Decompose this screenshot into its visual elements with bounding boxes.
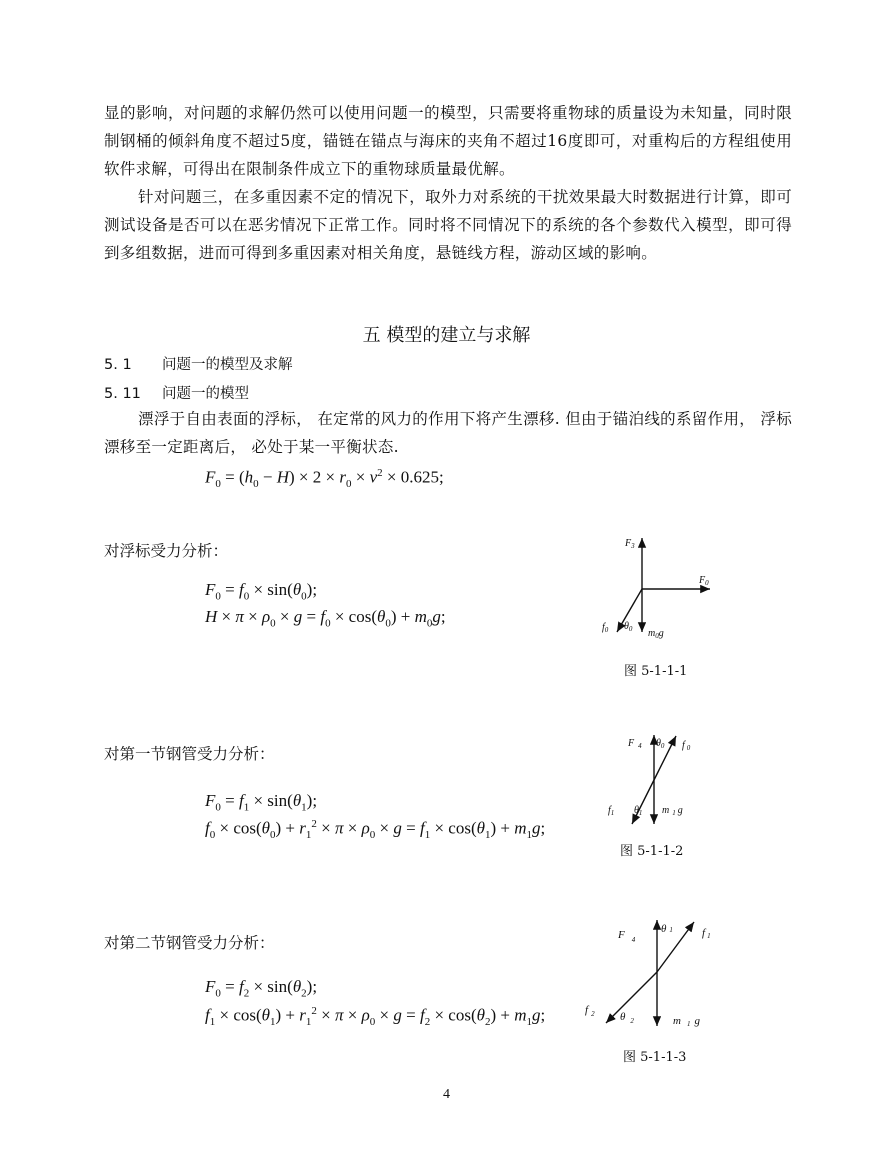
label-m1g: m 1 g xyxy=(673,1015,700,1028)
label-theta0: $\theta_0$ xyxy=(656,738,665,750)
subsection-number: 5. 11 xyxy=(104,386,141,402)
label-buoy-analysis: 对浮标受力分析： xyxy=(104,542,229,560)
paragraph-continuation: 显的影响，对问题的求解仍然可以使用问题一的模型，只需要将重物球的质量设为未知量，同时限制钢桶的倾斜角度不超过5度，锚链在锚点与海床的夹角不超过16度即可，对重构后的方程组使用软件求解，可得出在限制条件成立下的重物球质量最优解。 xyxy=(104,104,792,178)
figure-pipe1-forces xyxy=(600,730,710,834)
subsection-title: 问题一的模型 xyxy=(162,386,249,402)
label-pipe2-analysis: 对第二节钢管受力分析： xyxy=(104,934,275,952)
label-F4: F $_4$ xyxy=(628,738,642,750)
label-f1: f 1 xyxy=(702,927,711,940)
equation-wind-force: $F_0 = (h_0 - H) \times 2 \times r_0 \times v^2 \times 0.625$; xyxy=(205,467,444,491)
label-f0: $f_0$ xyxy=(602,622,609,634)
paragraph-problem-three: 针对问题三，在多重因素不定的情况下，取外力对系统的干扰效果最大时数据进行计算，即可测试设备是否可以在恶劣情况下正常工作。同时将不同情况下的系统的各个参数代入模型，即可得到多组数据，进而可得到多重因素对相关角度，悬链线方程，游动区域的影响。 xyxy=(104,188,792,262)
subsection-5-11 xyxy=(104,382,249,403)
figure-caption-1: 图 5-1-1-1 xyxy=(624,664,688,679)
equation-pipe1-1: $F_0 = f_1 \times \sin(\theta_1)$; xyxy=(205,791,318,814)
label-f0: f $_0$ xyxy=(682,740,691,752)
label-F4: F $_4$ xyxy=(618,929,636,944)
equation-pipe2-1: $F_0 = f_2 \times \sin(\theta_2)$; xyxy=(205,977,318,1000)
section-title: 五 模型的建立与求解 xyxy=(362,325,531,346)
label-f1: $f_1$ xyxy=(608,805,615,817)
label-theta2: θ $_2$ xyxy=(620,1011,634,1025)
label-theta1: θ 1 xyxy=(661,923,673,935)
equation-pipe2-2: $f_1 \times \cos(\theta_1) + r_1^2 \times \pi \times \rho_0 \times g = f_2 \times \cos(\theta_2) + m_1g$; xyxy=(205,1005,546,1029)
label-theta0: $\theta_0$ xyxy=(624,621,633,633)
label-m1g: m $_1$ g xyxy=(662,805,683,817)
equation-pipe1-2: $f_0 \times \cos(\theta_0) + r_1^2 \times \pi \times \rho_0 \times g = f_1 \times \cos(\theta_1) + m_1g$; xyxy=(205,818,546,842)
force-arrow-lower-diagonal xyxy=(606,972,657,1023)
label-f2: f $_2$ xyxy=(585,1004,595,1018)
figure-buoy-forces xyxy=(595,532,725,651)
figure-pipe2-forces xyxy=(580,914,720,1038)
force-arrow-lower-diagonal xyxy=(632,780,654,824)
label-m0g: $m_0g$ xyxy=(648,628,664,640)
subsection-number: 5. 1 xyxy=(104,357,132,373)
label-F3: $F_3$ xyxy=(625,538,635,550)
label-F0: $F_0$ xyxy=(699,575,709,587)
subsection-title: 问题一的模型及求解 xyxy=(162,357,293,373)
label-pipe1-analysis: 对第一节钢管受力分析： xyxy=(104,745,275,763)
figure-caption-2: 图 5-1-1-2 xyxy=(620,844,684,859)
equation-buoy-1: $F_0 = f_0 \times \sin(\theta_0)$; xyxy=(205,580,318,603)
paragraph-buoy-drift: 漂浮于自由表面的浮标， 在定常的风力的作用下将产生漂移. 但由于锚泊线的系留作用， 浮标漂移至一定距离后， 必处于某一平衡状态. xyxy=(104,410,792,456)
figure-caption-3: 图 5-1-1-3 xyxy=(623,1050,687,1065)
equation-buoy-2: $H \times \pi \times \rho_0 \times g = f_0 \times \cos(\theta_0) + m_0g$; xyxy=(205,607,446,630)
subsection-5-1 xyxy=(104,353,293,374)
label-theta1: $\theta_1$ xyxy=(634,805,643,817)
page-number: 4 xyxy=(443,1087,450,1102)
